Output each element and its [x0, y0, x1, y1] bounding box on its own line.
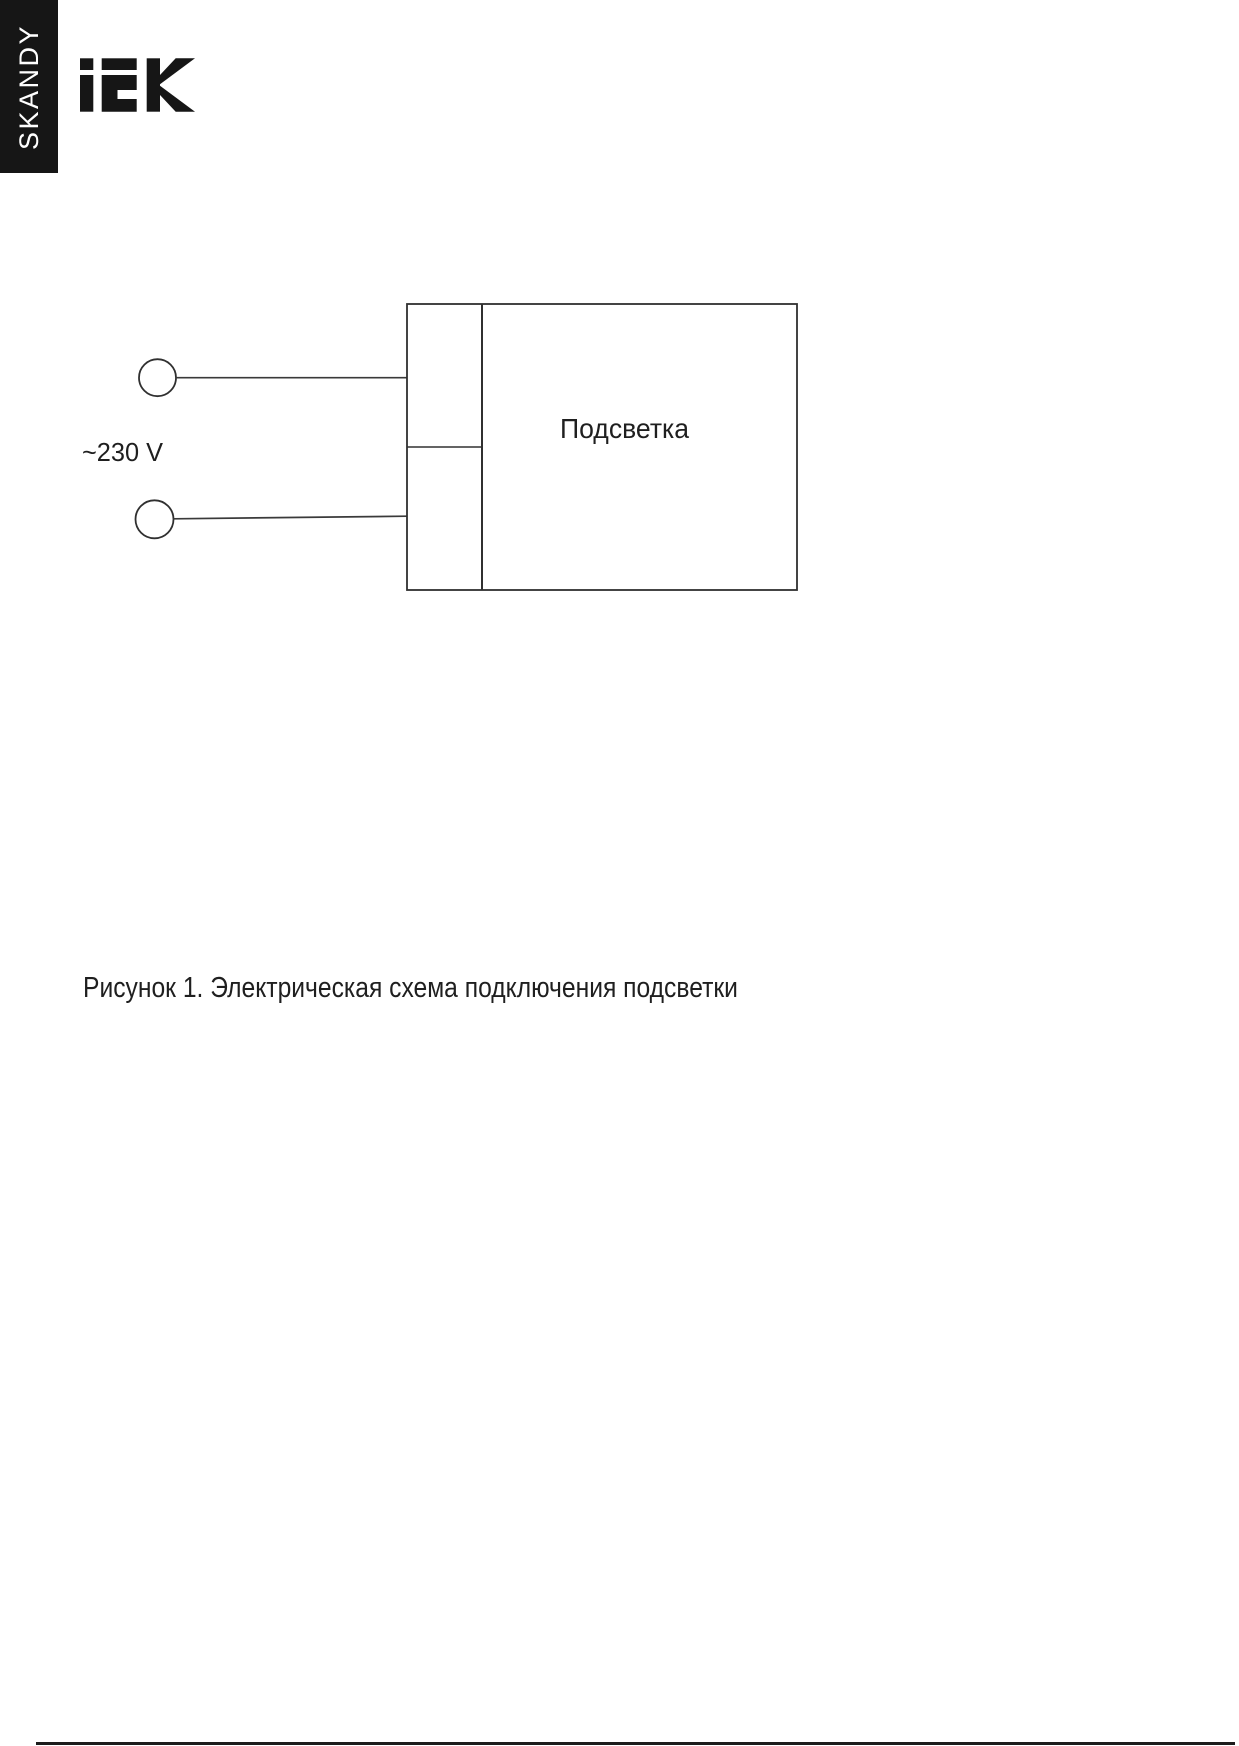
footer-rule [36, 1742, 1235, 1745]
iek-logo [79, 57, 197, 113]
logo-i-dot [80, 58, 93, 70]
terminal-circle-top [139, 359, 176, 396]
figure-caption-text: Рисунок 1. Электрическая схема подключения подсветки [83, 972, 738, 1004]
wire-bottom [174, 516, 408, 519]
logo-e-top-bar [102, 58, 137, 70]
logo-k-lower-arm [160, 86, 195, 112]
logo-k-upper-arm [160, 58, 195, 84]
figure-caption [83, 972, 854, 1005]
logo-i-stem [80, 75, 93, 112]
logo-e-body [102, 75, 137, 112]
device-label: Подсветка [560, 413, 690, 444]
brand-sidebar-tab [0, 0, 58, 173]
terminal-circle-bottom [136, 500, 174, 538]
brand-sidebar-label: SKANDY [14, 23, 44, 150]
voltage-label: ~230 V [82, 437, 164, 467]
logo-k-stem [147, 58, 160, 111]
wiring-diagram [40, 260, 840, 620]
